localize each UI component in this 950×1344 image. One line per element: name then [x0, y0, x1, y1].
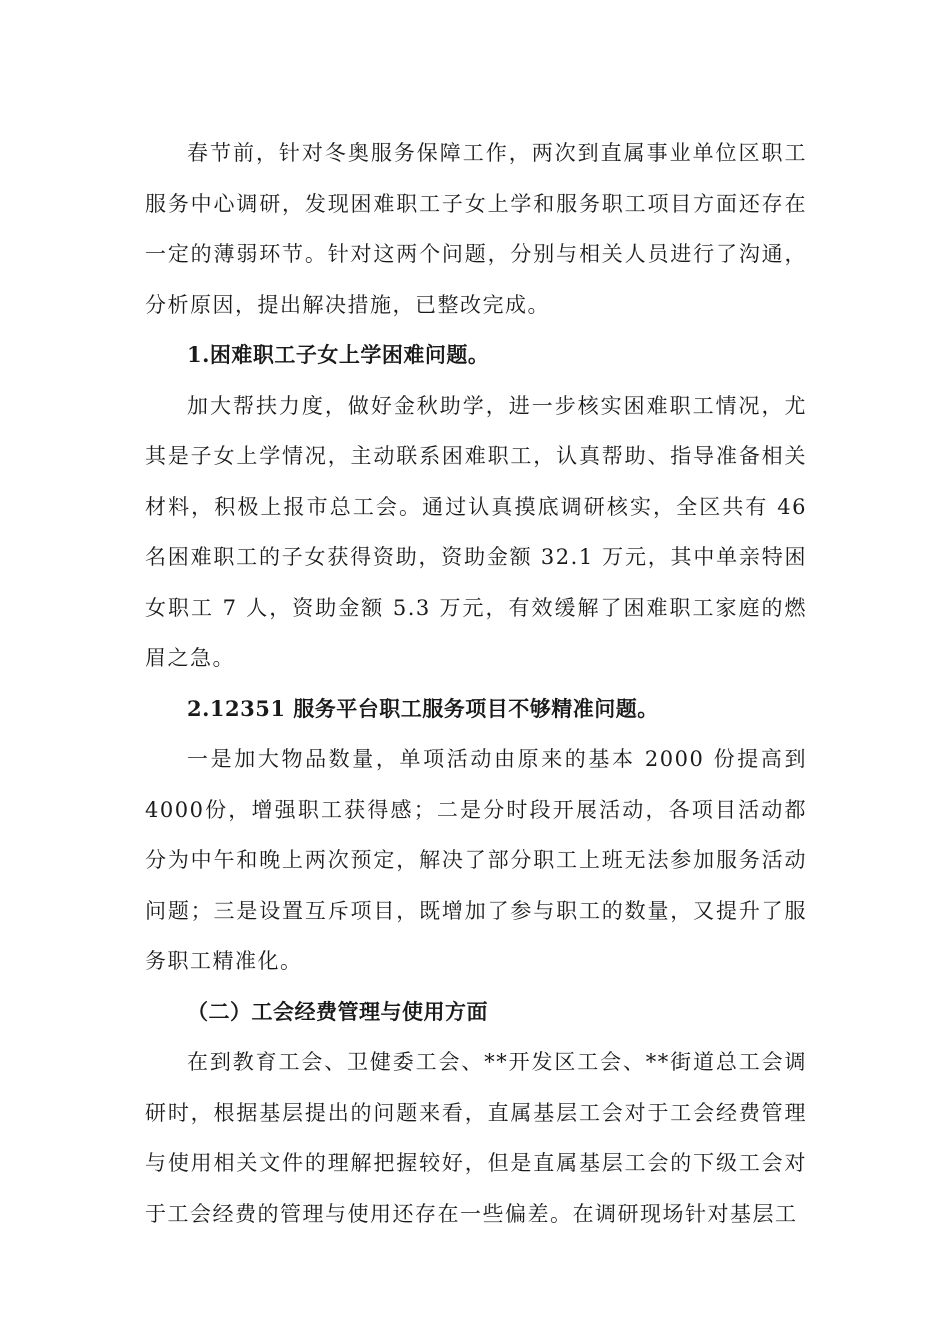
heading-1: 1.困难职工子女上学困难问题。: [187, 342, 490, 367]
document-body: [145, 128, 807, 1239]
paragraph-3: 在到教育工会、卫健委工会、**开发区工会、**街道总工会调研时，根据基层提出的问题来看，直属基层工会对于工会经费管理与使用相关文件的理解把握较好，但是直属基层工会的下级工会对于工会经费的管理与使用还存在一些偏差。在调研现场针对基层工: [145, 1050, 807, 1226]
paragraph-1: 加大帮扶力度，做好金秋助学，进一步核实困难职工情况，尤其是子女上学情况，主动联系困难职工，认真帮助、指导准备相关材料，积极上报市总工会。通过认真摸底调研核实，全区共有 46 名困难职工的子女获得资助，资助金额 32.1 万元，其中单亲特困女职工 7 人，资助金额 5.3 万元，有效缓解了困难职工家庭的燃眉之急。: [145, 393, 807, 670]
paragraph-intro: 春节前，针对冬奥服务保障工作，两次到直属事业单位区职工服务中心调研，发现困难职工子女上学和服务职工项目方面还存在一定的薄弱环节。针对这两个问题，分别与相关人员进行了沟通，分析原因，提出解决措施，已整改完成。: [145, 141, 807, 317]
paragraph-2: 一是加大物品数量，单项活动由原来的基本 2000 份提高到 4000份，增强职工获得感；二是分时段开展活动，各项目活动都分为中午和晚上两次预定，解决了部分职工上班无法参加服务活动问题；三是设置互斥项目，既增加了参与职工的数量，又提升了服务职工精准化。: [145, 747, 807, 973]
section-heading: （二）工会经费管理与使用方面: [187, 998, 488, 1024]
heading-2: 2.12351 服务平台职工服务项目不够精准问题。: [187, 695, 659, 721]
